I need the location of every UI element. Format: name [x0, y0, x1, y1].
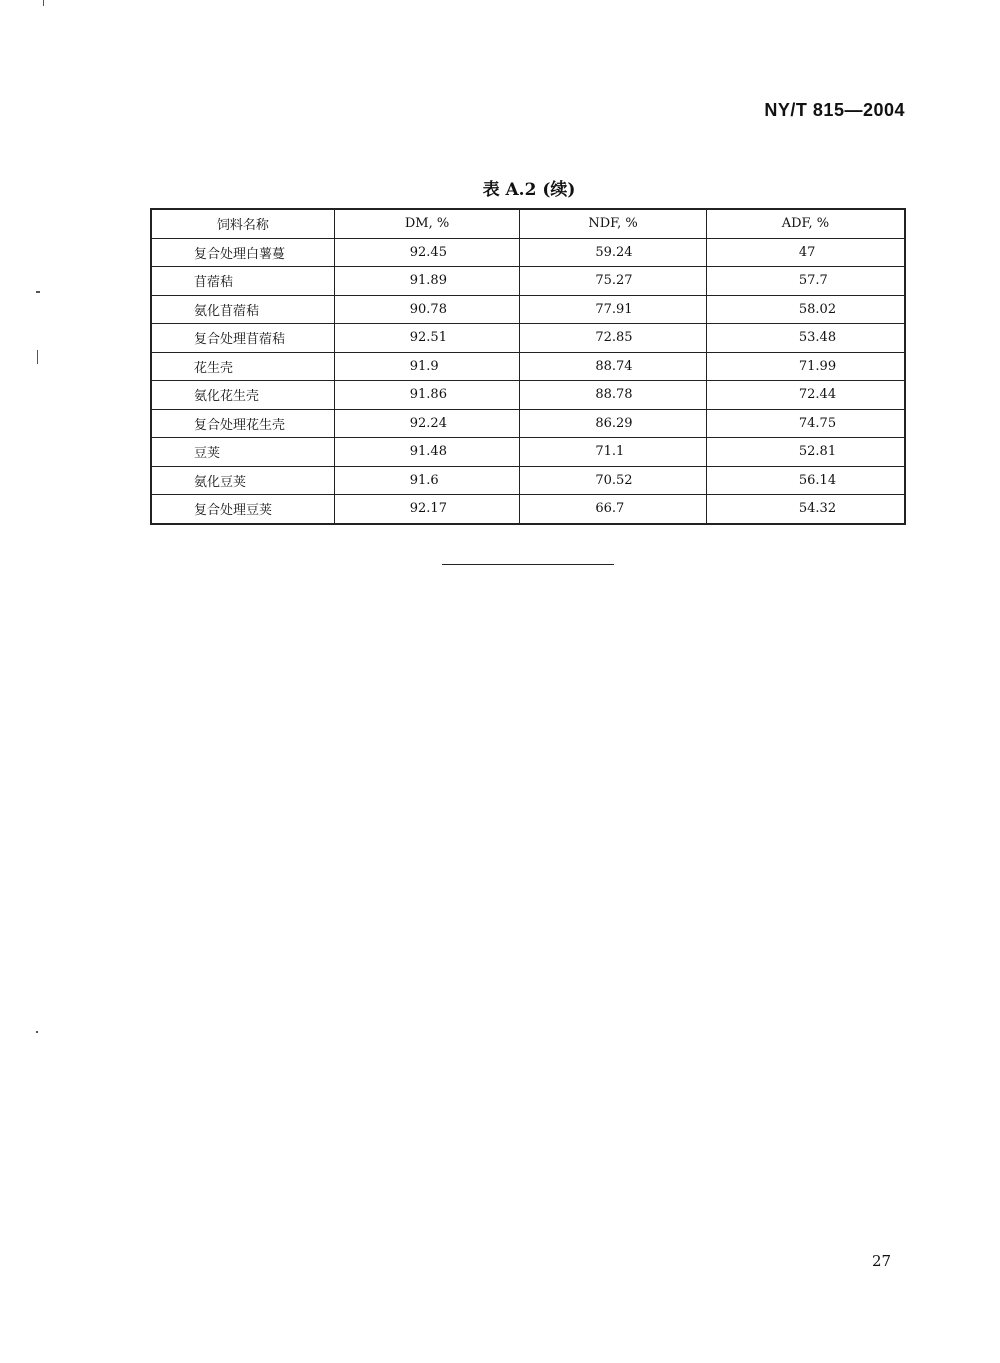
adf-cell: 71.99 — [706, 352, 905, 381]
column-header-dm: DM, % — [334, 209, 520, 238]
adf-cell: 54.32 — [706, 495, 905, 524]
ndf-cell: 88.74 — [520, 352, 707, 381]
table-row — [151, 324, 905, 353]
feed-name-cell: 苜蓿秸 — [151, 267, 334, 296]
table-header-row — [151, 209, 905, 238]
dm-cell: 90.78 — [334, 295, 520, 324]
scan-mark — [37, 350, 38, 364]
dm-cell: 92.17 — [334, 495, 520, 524]
dm-cell: 92.45 — [334, 238, 520, 267]
column-header-feed-name: 饲料名称 — [151, 209, 334, 238]
feed-name-cell: 复合处理苜蓿秸 — [151, 324, 334, 353]
table-row — [151, 295, 905, 324]
adf-cell: 56.14 — [706, 466, 905, 495]
feed-name-cell: 氨化花生壳 — [151, 381, 334, 410]
scan-mark — [43, 0, 44, 6]
table-title: 表 A.2 (续) — [482, 180, 576, 200]
scan-mark — [36, 291, 40, 293]
table-row — [151, 466, 905, 495]
adf-cell: 47 — [706, 238, 905, 267]
feed-name-cell: 豆荚 — [151, 438, 334, 467]
adf-cell: 74.75 — [706, 409, 905, 438]
adf-cell: 53.48 — [706, 324, 905, 353]
table-row — [151, 238, 905, 267]
feed-composition-table — [150, 208, 906, 525]
page-number: 27 — [872, 1252, 892, 1270]
ndf-cell: 59.24 — [520, 238, 707, 267]
feed-name-cell: 氨化豆荚 — [151, 466, 334, 495]
table-row — [151, 495, 905, 524]
column-header-ndf: NDF, % — [520, 209, 707, 238]
table-row — [151, 409, 905, 438]
end-of-table-rule — [442, 564, 614, 565]
table-row — [151, 352, 905, 381]
feed-name-cell: 复合处理豆荚 — [151, 495, 334, 524]
dm-cell: 92.24 — [334, 409, 520, 438]
adf-cell: 58.02 — [706, 295, 905, 324]
ndf-cell: 66.7 — [520, 495, 707, 524]
feed-name-cell: 复合处理花生壳 — [151, 409, 334, 438]
ndf-cell: 72.85 — [520, 324, 707, 353]
feed-name-cell: 氨化苜蓿秸 — [151, 295, 334, 324]
dm-cell: 91.86 — [334, 381, 520, 410]
column-header-adf: ADF, % — [706, 209, 905, 238]
adf-cell: 57.7 — [706, 267, 905, 296]
dm-cell: 91.6 — [334, 466, 520, 495]
dm-cell: 91.48 — [334, 438, 520, 467]
feed-name-cell: 花生壳 — [151, 352, 334, 381]
table-row — [151, 438, 905, 467]
adf-cell: 72.44 — [706, 381, 905, 410]
ndf-cell: 88.78 — [520, 381, 707, 410]
table-row — [151, 381, 905, 410]
ndf-cell: 86.29 — [520, 409, 707, 438]
scan-mark — [36, 1031, 38, 1033]
dm-cell: 91.89 — [334, 267, 520, 296]
adf-cell: 52.81 — [706, 438, 905, 467]
ndf-cell: 77.91 — [520, 295, 707, 324]
feed-name-cell: 复合处理白薯蔓 — [151, 238, 334, 267]
ndf-cell: 71.1 — [520, 438, 707, 467]
standard-code: NY/T 815—2004 — [764, 100, 905, 120]
dm-cell: 91.9 — [334, 352, 520, 381]
dm-cell: 92.51 — [334, 324, 520, 353]
ndf-cell: 75.27 — [520, 267, 707, 296]
ndf-cell: 70.52 — [520, 466, 707, 495]
table-row — [151, 267, 905, 296]
